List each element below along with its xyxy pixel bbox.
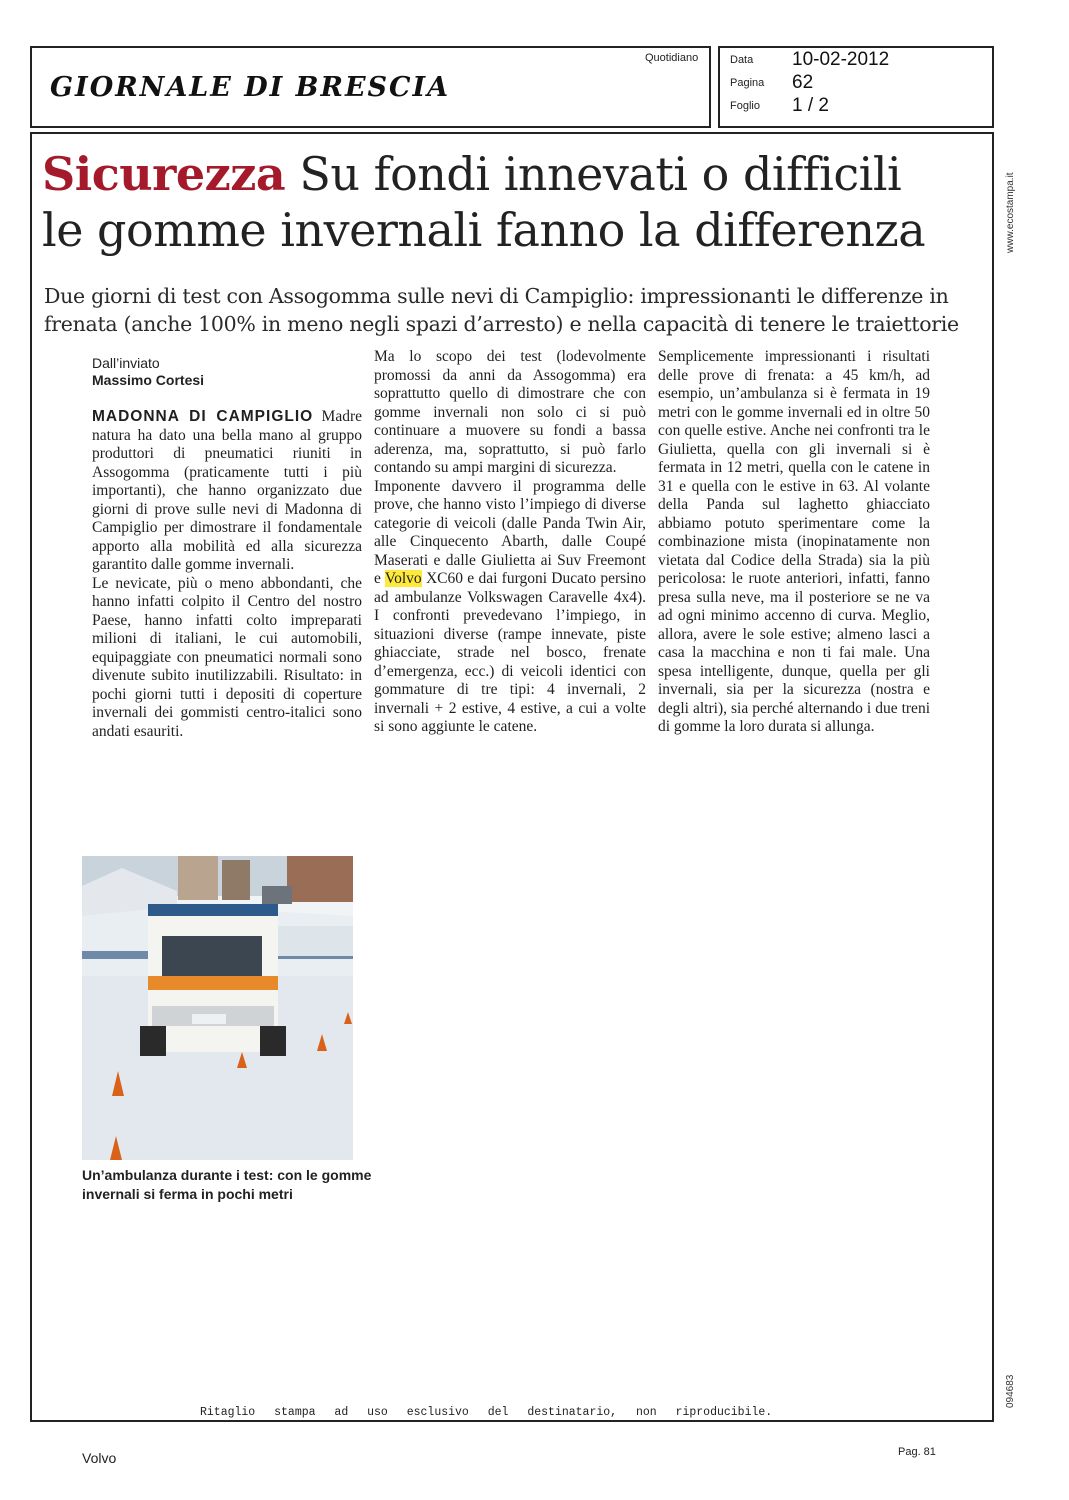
date-label: Data <box>730 54 754 66</box>
highlighted-keyword: Volvo <box>384 570 422 587</box>
article-photo <box>82 856 353 1160</box>
headline-kicker: Sicurezza <box>42 147 286 201</box>
clipping-keyword: Volvo <box>82 1450 117 1466</box>
headline <box>42 146 987 258</box>
paragraph-text: Imponente davvero il programma delle prove, che hanno visto l’impiego di diverse categorie di veicoli (dalle Panda Twin Air, alle Cinquecento Abarth, dalle Coupé Maserati e dalle Giulietta ai Suv Freemont e <box>374 477 646 587</box>
side-code: 094683 <box>1005 1374 1016 1408</box>
sheet-value: 1 / 2 <box>792 95 829 116</box>
paragraph <box>374 478 646 737</box>
paragraph-text: Madre natura ha dato una bella mano al gruppo produttori di pneumatici riuniti in Assogomma (praticamente tutti i più importanti), che hanno organizzato due giorni di prove sulle nevi di Madonna di Campiglio per dimostrare il fondamentale apporto alla mobilità ed alla sicurezza garantito dalle gomme invernali. <box>92 408 362 573</box>
newspaper-name: GIORNALE DI BRESCIA <box>50 72 451 103</box>
paragraph: Semplicemente impressionanti i risultati delle prove di frenata: a 45 km/h, ad esempio, un’ambulanza si è fermata in 19 metri con le gomme invernali ed in oltre 50 con quelle estive. Anche nei confronti tra le Giulietta, quella con gli invernali si è fermata in 12 metri, quella con le catene in 31 e quella con le estive in 63. Al volante della Panda sul laghetto ghiacciato abbiamo potuto sperimentare come la combinazione mista (inopinatamente non vietata dal Codice della Strada) sia la più pericolosa: le ruote anteriori, infatti, fanno presa sulla neve, ma il posteriore se ne va ad ogni minimo accenno di curva. Meglio, allora, avere le sole estive; almeno lasci a casa la macchina e non ti fai male. Una spesa intelligente, dunque, quella per gli invernali, sia per la sicurezza (nostra e degli altri), sia perché alternando i due treni di gomme la loro durata si allunga. <box>658 348 930 735</box>
byline-author: Massimo Cortesi <box>92 372 205 388</box>
disclaimer: Ritaglio stampa ad uso esclusivo del destinatario, non riproducibile. <box>200 1406 773 1419</box>
paragraph-text: XC60 e dai furgoni Ducato persino ad ambulanze Volkswagen Caravelle 4x4). I confronti prevedevano l’impiego, in situazioni diverse (rampe innevate, piste ghiacciate, strade nel bosco, frenate d’emergenza, ecc.) di veicoli identici con gommature di tre tipi: 4 invernali, 2 invernali + 2 estive, 4 estive, a cui a volte si sono aggiunte le catene. <box>374 570 646 735</box>
headline-line1: Su fondi innevati o difficili <box>299 147 902 201</box>
page-label: Pagina <box>730 77 765 89</box>
paragraph: Le nevicate, più o meno abbondanti, che hanno infatti colpito il Centro del nostro Paese, hanno infatti colto impreparati milioni di italiani, le cui automobili, equipaggiate con pneumatici normali sono divenute subito inutilizzabili. Risultato: in pochi giorni tutti i depositi di coperture invernali dei gommisti centro-italici sono andati esauriti. <box>92 574 362 740</box>
date-value: 10-02-2012 <box>792 49 890 70</box>
headline-line2: le gomme invernali fanno la differenza <box>42 203 926 257</box>
article-column-3 <box>658 348 930 737</box>
ambulance-photo-illustration <box>82 856 353 1160</box>
byline-prefix: Dall’inviato <box>92 355 160 371</box>
article-column-1 <box>92 408 362 741</box>
page-number: Pag. 81 <box>898 1446 936 1458</box>
page-value: 62 <box>792 72 814 93</box>
sheet-label: Foglio <box>730 100 760 112</box>
publication-type: Quotidiano <box>645 52 699 64</box>
paragraph: Ma lo scopo dei test (lodevolmente promossi da anni da Assogomma) era soprattutto quello di dimostrare che con gomme invernali non solo ci si può continuare a muovere su fondi a bassa aderenza, ma, soprattutto, si può farlo contando su ampi margini di sicurezza. <box>374 348 646 476</box>
side-url: www.ecostampa.it <box>1005 172 1016 253</box>
paragraph <box>92 408 362 575</box>
photo-caption: Un’ambulanza durante i test: con le gomme invernali si ferma in pochi metri <box>82 1167 372 1202</box>
side-code-strip <box>1005 1368 1021 1408</box>
article-column-2 <box>374 348 646 737</box>
subheadline: Due giorni di test con Assogomma sulle nevi di Campiglio: impressionanti le differenze in frenata (anche 100% in meno negli spazi d’arresto) e nella capacità di tenere le traiettorie <box>44 284 959 336</box>
side-url-strip <box>1005 145 1021 255</box>
dateline: MADONNA DI CAMPIGLIO <box>92 408 314 425</box>
